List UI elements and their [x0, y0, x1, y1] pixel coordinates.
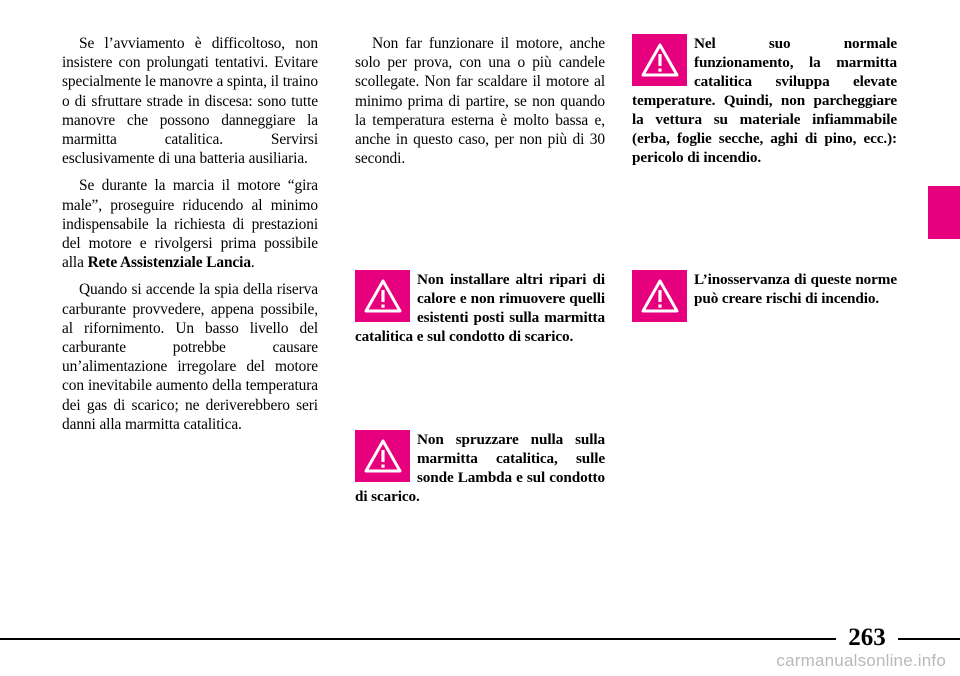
section-tab-marker [928, 186, 960, 239]
paragraph-end: . [250, 254, 255, 272]
dealer-network-name: Rete Assistenziale Lancia [87, 254, 251, 272]
warning-text: L’inosservanza di queste norme può creare rischi di incendio. [694, 271, 897, 307]
footer-rule-left [0, 638, 836, 640]
paragraph-engine-running-badly [62, 176, 318, 272]
warning-text: Nel suo normale funzionamento, la marmitta catalitica sviluppa elevate temperature. Quindi, non parcheggiare la vettura su materiale infiammabile (erba, foglie secche, aghi di pino, ecc.): pericolo di incendio. [632, 35, 897, 166]
warning-text: Non spruzzare nulla sulla marmitta catalitica, sulle sonde Lambda e sul condotto di scarico. [355, 431, 605, 505]
text-column-middle [355, 34, 605, 176]
warning-triangle-icon [632, 270, 687, 322]
text-column-left [62, 34, 318, 442]
warning-text: Non installare altri ripari di calore e non rimuovere quelli esistenti posti sulla marmitta catalitica e sul condotto di scarico. [355, 271, 605, 345]
paragraph-text: Se durante la marcia il motore “gira male”, proseguire riducendo al minimo indispensabile la richiesta di prestazioni del motore e rivolgersi prima possibile alla [62, 177, 318, 272]
page-number: 263 [848, 624, 886, 651]
warning-triangle-icon [355, 430, 410, 482]
warning-box-fire-risk [632, 270, 897, 324]
paragraph-fuel-reserve: Quando si accende la spia della riserva carburante provvedere, appena possibile, al rifornimento. Un basso livello del carburante potrebbe causare un’alimentazione irregolare del motore con inevitabile aumento della temperatura dei gas di scarico; ne deriverebbero seri danni alla marmitta catalitica. [62, 281, 318, 433]
paragraph-spark-plugs: Non far funzionare il motore, anche solo per prova, con una o più candele scollegate. Non far scaldare il motore al minimo prima di partire, se non quando la temperatura esterna è molto bassa e, anche in questo caso, per non più di 30 secondi. [355, 35, 605, 168]
warning-box-no-spraying [355, 430, 605, 506]
paragraph-starting-difficulty: Se l’avviamento è difficoltoso, non insistere con prolungati tentativi. Evitare specialmente le manovre a spinta, il traino o di sfruttare strade in discesa: sono tutte manovre che possono danneggiare la marmitta catalitica. Servirsi esclusivamente di una batteria ausiliaria. [62, 35, 318, 168]
warning-triangle-icon [632, 34, 687, 86]
warning-box-heat-shields [355, 270, 605, 346]
footer-rule-right [898, 638, 960, 640]
warning-triangle-icon [355, 270, 410, 322]
watermark: carmanualsonline.info [776, 651, 946, 670]
warning-box-high-temperature [632, 34, 897, 167]
